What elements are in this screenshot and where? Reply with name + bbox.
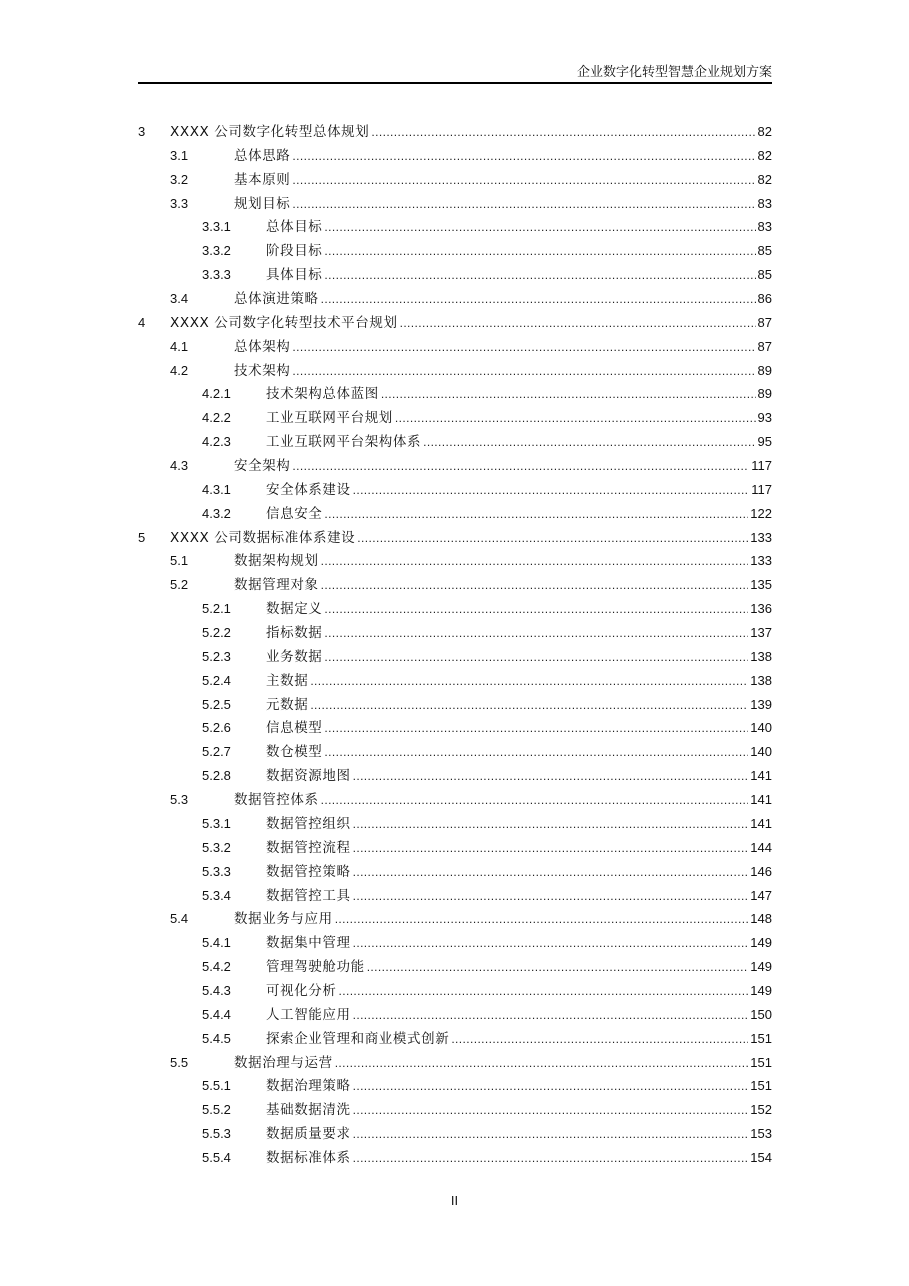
toc-entry-number: 5.5.3 bbox=[202, 1126, 231, 1142]
toc-entry-number: 5.5.4 bbox=[202, 1149, 231, 1165]
toc-entry-title: 探索企业管理和商业模式创新 bbox=[266, 1030, 450, 1047]
toc-dot-leader bbox=[353, 861, 749, 885]
toc-entry-page: 154 bbox=[750, 1149, 772, 1165]
toc-entry-title: 总体架构 bbox=[234, 338, 291, 355]
toc-dot-leader bbox=[353, 837, 749, 861]
toc-entry[interactable] bbox=[138, 526, 772, 550]
toc-dot-leader bbox=[292, 145, 755, 169]
toc-entry-body bbox=[266, 430, 772, 455]
toc-entry-page: 152 bbox=[750, 1102, 772, 1118]
toc-entry-title: 基本原则 bbox=[234, 171, 291, 188]
toc-entry[interactable] bbox=[138, 860, 772, 884]
toc-dot-leader bbox=[324, 598, 748, 622]
toc-entry-number: 5.2.4 bbox=[202, 672, 231, 688]
toc-entry-page: 141 bbox=[750, 768, 772, 784]
toc-entry-body bbox=[234, 788, 772, 813]
toc-entry-body bbox=[266, 1098, 772, 1123]
toc-dot-leader bbox=[353, 765, 749, 789]
toc-dot-leader bbox=[367, 956, 749, 980]
toc-entry-title: 工业互联网平台规划 bbox=[266, 410, 393, 427]
toc-entry-body bbox=[170, 526, 772, 551]
toc-entry-title: 指标数据 bbox=[266, 625, 323, 642]
toc-entry[interactable] bbox=[138, 478, 772, 502]
toc-dot-leader bbox=[324, 240, 755, 264]
toc-dot-leader bbox=[321, 550, 749, 574]
toc-entry-number: 5 bbox=[138, 529, 146, 545]
toc-entry[interactable] bbox=[138, 573, 772, 597]
toc-entry-page: 138 bbox=[750, 648, 772, 664]
toc-entry-page: 149 bbox=[750, 959, 772, 975]
toc-entry[interactable] bbox=[138, 311, 772, 335]
toc-entry-body bbox=[266, 884, 772, 909]
toc-dot-leader bbox=[353, 1004, 749, 1028]
toc-entry-body bbox=[234, 287, 772, 312]
toc-entry[interactable] bbox=[138, 239, 772, 263]
toc-dot-leader bbox=[324, 717, 748, 741]
toc-entry-body bbox=[266, 239, 772, 264]
toc-dot-leader bbox=[324, 264, 755, 288]
header-title: 企业数字化转型智慧企业规划方案 bbox=[576, 65, 772, 80]
toc-entry-number: 3.1 bbox=[170, 147, 189, 163]
toc-entry-page: 122 bbox=[750, 505, 772, 521]
toc-entry[interactable] bbox=[138, 120, 772, 144]
toc-entry-number: 4.3.2 bbox=[202, 505, 231, 521]
toc-entry-title: 总体演进策略 bbox=[234, 291, 319, 308]
toc-entry[interactable] bbox=[138, 382, 772, 406]
toc-entry-number: 5.4.5 bbox=[202, 1030, 231, 1046]
toc-entry-number: 5.4.4 bbox=[202, 1006, 231, 1022]
toc-dot-leader bbox=[335, 1052, 749, 1076]
toc-entry-page: 82 bbox=[757, 171, 772, 187]
toc-entry-number: 5.5 bbox=[170, 1054, 189, 1070]
toc-entry[interactable] bbox=[138, 788, 772, 812]
toc-entry-page: 133 bbox=[750, 553, 772, 569]
toc-entry[interactable] bbox=[138, 1027, 772, 1051]
toc-entry[interactable] bbox=[138, 168, 772, 192]
toc-dot-leader bbox=[353, 1123, 749, 1147]
toc-entry-number: 5.2.1 bbox=[202, 601, 231, 617]
toc-dot-leader bbox=[353, 813, 749, 837]
toc-entry-title: XXXX 公司数字化转型技术平台规划 bbox=[170, 314, 398, 331]
toc-entry-title: 数据业务与应用 bbox=[234, 911, 333, 928]
table-of-contents bbox=[138, 120, 772, 1170]
toc-entry[interactable] bbox=[138, 549, 772, 573]
toc-entry-number: 4.2 bbox=[170, 362, 189, 378]
toc-dot-leader bbox=[423, 431, 755, 455]
toc-entry-page: 150 bbox=[750, 1006, 772, 1022]
toc-entry-page: 138 bbox=[750, 672, 772, 688]
toc-dot-leader bbox=[451, 1028, 748, 1052]
toc-entry-title: XXXX 公司数字化转型总体规划 bbox=[170, 124, 370, 140]
toc-entry-body bbox=[234, 549, 772, 574]
toc-entry-body bbox=[266, 1146, 772, 1171]
toc-entry-page: 133 bbox=[750, 529, 772, 545]
toc-dot-leader bbox=[310, 694, 748, 718]
toc-entry-title: 数据集中管理 bbox=[266, 935, 351, 952]
toc-dot-leader bbox=[324, 503, 748, 527]
toc-entry-title: 数据架构规划 bbox=[234, 553, 319, 570]
toc-dot-leader bbox=[292, 169, 755, 193]
toc-dot-leader bbox=[353, 1075, 749, 1099]
toc-entry-body bbox=[266, 860, 772, 885]
toc-entry-page: 89 bbox=[757, 386, 772, 402]
toc-dot-leader bbox=[324, 646, 748, 670]
toc-entry[interactable] bbox=[138, 836, 772, 860]
toc-entry-body bbox=[234, 573, 772, 598]
toc-entry[interactable] bbox=[138, 335, 772, 359]
toc-dot-leader bbox=[371, 121, 755, 145]
toc-entry-page: 149 bbox=[750, 982, 772, 998]
toc-entry[interactable] bbox=[138, 1146, 772, 1170]
toc-entry[interactable] bbox=[138, 740, 772, 764]
toc-entry[interactable] bbox=[138, 406, 772, 430]
toc-dot-leader bbox=[292, 360, 755, 384]
toc-entry[interactable] bbox=[138, 812, 772, 836]
toc-entry-number: 3.3.3 bbox=[202, 267, 231, 283]
toc-entry-number: 3 bbox=[138, 124, 146, 139]
toc-entry-number: 5.2.7 bbox=[202, 744, 231, 760]
toc-entry-page: 141 bbox=[750, 792, 772, 808]
toc-entry-title: 工业互联网平台架构体系 bbox=[266, 434, 422, 451]
toc-entry-body bbox=[170, 120, 772, 145]
toc-dot-leader bbox=[324, 741, 748, 765]
toc-entry-page: 87 bbox=[757, 338, 772, 354]
toc-entry-title: 管理驾驶舱功能 bbox=[266, 959, 365, 976]
toc-entry-body bbox=[266, 979, 772, 1004]
toc-entry-page: 85 bbox=[757, 243, 772, 259]
toc-entry-page: 149 bbox=[750, 935, 772, 951]
toc-entry-title: 人工智能应用 bbox=[266, 1006, 351, 1023]
toc-entry-body bbox=[266, 764, 772, 789]
toc-entry-body bbox=[266, 215, 772, 240]
toc-dot-leader bbox=[324, 622, 748, 646]
toc-entry[interactable] bbox=[138, 1122, 772, 1146]
toc-dot-leader bbox=[381, 383, 756, 407]
toc-entry-number: 5.4.2 bbox=[202, 959, 231, 975]
toc-entry-page: 82 bbox=[757, 147, 772, 163]
toc-entry[interactable] bbox=[138, 502, 772, 526]
toc-entry-page: 86 bbox=[757, 291, 772, 307]
toc-entry-page: 85 bbox=[757, 267, 772, 283]
toc-entry-page: 89 bbox=[757, 362, 772, 378]
toc-entry-body bbox=[266, 263, 772, 288]
toc-entry-number: 5.5.1 bbox=[202, 1078, 231, 1094]
toc-dot-leader bbox=[292, 455, 749, 479]
toc-entry[interactable] bbox=[138, 716, 772, 740]
toc-entry-body bbox=[234, 168, 772, 193]
toc-entry-number: 5.2 bbox=[170, 577, 189, 593]
toc-entry-title: 数据质量要求 bbox=[266, 1126, 351, 1143]
toc-entry-number: 5.2.6 bbox=[202, 720, 231, 736]
page-header bbox=[138, 62, 772, 84]
toc-entry-page: 135 bbox=[750, 577, 772, 593]
toc-entry-number: 3.3.2 bbox=[202, 243, 231, 259]
toc-entry-number: 5.2.3 bbox=[202, 648, 231, 664]
toc-entry[interactable] bbox=[138, 1074, 772, 1098]
toc-entry-page: 82 bbox=[757, 124, 772, 139]
toc-entry-page: 87 bbox=[757, 314, 772, 330]
toc-entry-body bbox=[266, 740, 772, 765]
toc-entry-body bbox=[266, 597, 772, 622]
toc-entry-number: 5.2.5 bbox=[202, 696, 231, 712]
toc-entry-number: 5.3.1 bbox=[202, 815, 231, 831]
toc-entry[interactable] bbox=[138, 979, 772, 1003]
toc-entry-title: 总体目标 bbox=[266, 219, 323, 236]
toc-dot-leader bbox=[353, 479, 750, 503]
toc-entry-body bbox=[266, 406, 772, 431]
toc-entry-body bbox=[266, 621, 772, 646]
toc-entry-body bbox=[266, 1074, 772, 1099]
toc-entry-number: 5.3.3 bbox=[202, 863, 231, 879]
toc-entry-title: 可视化分析 bbox=[266, 982, 337, 999]
toc-entry[interactable] bbox=[138, 1003, 772, 1027]
toc-entry-page: 151 bbox=[750, 1054, 772, 1070]
toc-dot-leader bbox=[310, 670, 748, 694]
toc-entry-body bbox=[266, 693, 772, 718]
toc-entry-number: 5.2.2 bbox=[202, 625, 231, 641]
toc-entry-body bbox=[266, 669, 772, 694]
toc-entry-title: 信息模型 bbox=[266, 720, 323, 737]
toc-entry-number: 4.3 bbox=[170, 458, 189, 474]
toc-entry-number: 3.3.1 bbox=[202, 219, 231, 235]
toc-entry-title: 技术架构总体蓝图 bbox=[266, 386, 379, 403]
toc-entry-number: 4 bbox=[138, 314, 146, 330]
toc-entry[interactable] bbox=[138, 430, 772, 454]
toc-dot-leader bbox=[324, 216, 755, 240]
toc-dot-leader bbox=[353, 1099, 749, 1123]
toc-entry-title: 数据标准体系 bbox=[266, 1149, 351, 1166]
toc-entry-title: 数据资源地图 bbox=[266, 768, 351, 785]
toc-dot-leader bbox=[395, 407, 756, 431]
toc-entry-page: 153 bbox=[750, 1126, 772, 1142]
toc-entry-page: 117 bbox=[751, 481, 772, 497]
toc-dot-leader bbox=[353, 1147, 749, 1171]
toc-dot-leader bbox=[321, 574, 749, 598]
toc-entry-body bbox=[266, 502, 772, 527]
toc-dot-leader bbox=[335, 908, 749, 932]
toc-entry-number: 5.4.1 bbox=[202, 935, 231, 951]
toc-entry-title: 总体思路 bbox=[234, 147, 291, 164]
toc-entry[interactable] bbox=[138, 884, 772, 908]
toc-entry-page: 146 bbox=[750, 863, 772, 879]
toc-entry-title: XXXX 公司数据标准体系建设 bbox=[170, 529, 356, 546]
toc-entry-title: 数据管控体系 bbox=[234, 792, 319, 809]
toc-entry[interactable] bbox=[138, 955, 772, 979]
toc-entry[interactable] bbox=[138, 669, 772, 693]
toc-entry-body bbox=[234, 907, 772, 932]
toc-entry[interactable] bbox=[138, 192, 772, 216]
toc-entry-title: 安全体系建设 bbox=[266, 481, 351, 498]
toc-dot-leader bbox=[292, 193, 755, 217]
toc-entry-title: 规划目标 bbox=[234, 195, 291, 212]
toc-entry-number: 5.3.4 bbox=[202, 887, 231, 903]
toc-entry-page: 95 bbox=[757, 434, 772, 450]
toc-entry-body bbox=[266, 836, 772, 861]
toc-entry[interactable] bbox=[138, 645, 772, 669]
toc-entry-body bbox=[266, 478, 772, 503]
toc-entry-number: 5.3.2 bbox=[202, 839, 231, 855]
toc-entry-title: 业务数据 bbox=[266, 648, 323, 665]
toc-entry-number: 4.2.1 bbox=[202, 386, 231, 402]
toc-dot-leader bbox=[292, 336, 755, 360]
toc-dot-leader bbox=[321, 789, 749, 813]
toc-entry[interactable] bbox=[138, 144, 772, 168]
toc-dot-leader bbox=[357, 527, 748, 551]
toc-entry-body bbox=[170, 311, 772, 336]
toc-entry-title: 数据管控工具 bbox=[266, 887, 351, 904]
toc-entry-title: 安全架构 bbox=[234, 458, 291, 475]
toc-entry-page: 136 bbox=[750, 601, 772, 617]
toc-entry[interactable] bbox=[138, 597, 772, 621]
toc-entry-number: 3.2 bbox=[170, 171, 189, 187]
toc-entry-body bbox=[234, 335, 772, 360]
toc-entry-number: 4.2.3 bbox=[202, 434, 231, 450]
toc-entry-title: 具体目标 bbox=[266, 267, 323, 284]
toc-entry-body bbox=[266, 382, 772, 407]
toc-entry-body bbox=[266, 645, 772, 670]
toc-entry-page: 139 bbox=[750, 696, 772, 712]
toc-entry[interactable] bbox=[138, 1098, 772, 1122]
toc-entry-title: 技术架构 bbox=[234, 362, 291, 379]
toc-entry-page: 151 bbox=[750, 1030, 772, 1046]
toc-entry-body bbox=[266, 931, 772, 956]
toc-entry-number: 5.3 bbox=[170, 792, 189, 808]
toc-entry[interactable] bbox=[138, 215, 772, 239]
toc-dot-leader bbox=[321, 288, 756, 312]
toc-entry[interactable] bbox=[138, 1051, 772, 1075]
toc-entry-page: 83 bbox=[757, 219, 772, 235]
toc-entry-body bbox=[234, 359, 772, 384]
toc-entry-page: 141 bbox=[750, 815, 772, 831]
toc-entry-number: 5.4 bbox=[170, 911, 189, 927]
toc-entry-title: 数仓模型 bbox=[266, 744, 323, 761]
toc-dot-leader bbox=[339, 980, 749, 1004]
toc-entry[interactable] bbox=[138, 621, 772, 645]
toc-entry-title: 元数据 bbox=[266, 696, 309, 713]
toc-entry-page: 137 bbox=[750, 625, 772, 641]
toc-entry-body bbox=[266, 1027, 772, 1052]
toc-entry-title: 信息安全 bbox=[266, 505, 323, 522]
toc-entry-body bbox=[234, 192, 772, 217]
toc-entry-title: 主数据 bbox=[266, 672, 309, 689]
toc-entry-body bbox=[266, 955, 772, 980]
toc-entry[interactable] bbox=[138, 907, 772, 931]
toc-entry-title: 数据管理对象 bbox=[234, 577, 319, 594]
toc-entry-title: 数据管控策略 bbox=[266, 863, 351, 880]
toc-entry[interactable] bbox=[138, 454, 772, 478]
toc-dot-leader bbox=[353, 932, 749, 956]
toc-dot-leader bbox=[400, 312, 756, 336]
toc-entry-number: 5.2.8 bbox=[202, 768, 231, 784]
toc-entry-title: 数据定义 bbox=[266, 601, 323, 618]
toc-entry-page: 144 bbox=[750, 839, 772, 855]
page-number: II bbox=[450, 1193, 459, 1208]
toc-entry-page: 147 bbox=[750, 887, 772, 903]
toc-entry[interactable] bbox=[138, 764, 772, 788]
toc-entry-number: 3.4 bbox=[170, 291, 189, 307]
toc-entry[interactable] bbox=[138, 931, 772, 955]
toc-entry-body bbox=[266, 1003, 772, 1028]
toc-entry[interactable] bbox=[138, 263, 772, 287]
toc-entry-page: 148 bbox=[750, 911, 772, 927]
toc-entry[interactable] bbox=[138, 287, 772, 311]
toc-entry-body bbox=[234, 144, 772, 169]
toc-entry-page: 117 bbox=[751, 458, 772, 474]
toc-entry-title: 数据治理策略 bbox=[266, 1078, 351, 1095]
toc-entry-number: 5.4.3 bbox=[202, 982, 231, 998]
toc-entry-number: 5.1 bbox=[170, 553, 189, 569]
toc-entry-number: 4.3.1 bbox=[202, 481, 231, 497]
toc-entry-title: 数据治理与运营 bbox=[234, 1054, 333, 1071]
toc-entry-title: 阶段目标 bbox=[266, 243, 323, 260]
toc-entry-number: 4.1 bbox=[170, 338, 189, 354]
toc-entry-page: 151 bbox=[750, 1078, 772, 1094]
toc-entry[interactable] bbox=[138, 359, 772, 383]
toc-entry-page: 140 bbox=[750, 720, 772, 736]
toc-entry-number: 5.5.2 bbox=[202, 1102, 231, 1118]
toc-dot-leader bbox=[353, 885, 749, 909]
toc-entry-body bbox=[234, 454, 772, 479]
toc-entry-body bbox=[266, 716, 772, 741]
toc-entry-page: 93 bbox=[757, 410, 772, 426]
toc-entry-number: 4.2.2 bbox=[202, 410, 231, 426]
toc-entry-number: 3.3 bbox=[170, 195, 189, 211]
toc-entry-title: 数据管控组织 bbox=[266, 815, 351, 832]
toc-entry-body bbox=[266, 812, 772, 837]
toc-entry-page: 140 bbox=[750, 744, 772, 760]
toc-entry-page: 83 bbox=[757, 195, 772, 211]
toc-entry-title: 基础数据清洗 bbox=[266, 1102, 351, 1119]
toc-entry-title: 数据管控流程 bbox=[266, 839, 351, 856]
toc-entry[interactable] bbox=[138, 693, 772, 717]
toc-entry-body bbox=[266, 1122, 772, 1147]
toc-entry-body bbox=[234, 1051, 772, 1076]
